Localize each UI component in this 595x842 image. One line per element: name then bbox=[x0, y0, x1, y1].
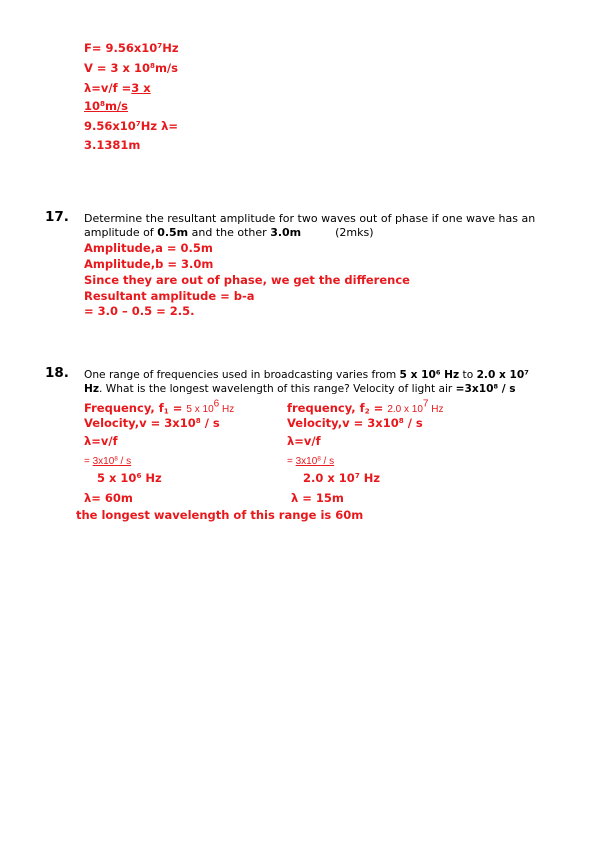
answer-denominator: $9.56x10^7Hz$ λ= bbox=[84, 119, 179, 133]
q18-right-frequency: frequency, $f_2 = 2.0$ x $10^7$ Hz bbox=[287, 398, 444, 416]
q17-answer-line: = 3.0 – 0.5 = 2.5. bbox=[84, 304, 195, 318]
q18-conclusion: the longest wavelength of this range is 60m bbox=[76, 508, 364, 522]
q18-left-velocity: Velocity,v = $3x10^8$ / s bbox=[84, 416, 220, 430]
q18-left-result: λ= 60m bbox=[84, 491, 133, 505]
question-17-number: 17. bbox=[45, 209, 69, 225]
q18-right-numerator: = $3x10^8$ / s bbox=[287, 455, 335, 467]
q18-left-numerator: = $3x10^8$ / s bbox=[84, 455, 132, 467]
q18-right-numerator-value: $3x10^8$ / s bbox=[295, 455, 335, 467]
q17-answer-line: Amplitude,b = 3.0m bbox=[84, 257, 214, 271]
q17-answer-line: Amplitude,a = 0.5m bbox=[84, 241, 213, 255]
q18-left-denominator: 5 x $10^6$ Hz bbox=[97, 471, 162, 485]
q17-answer-line: Since they are out of phase, we get the difference bbox=[84, 273, 410, 287]
question-18-text-line2: Hz. What is the longest wavelength of this range? Velocity of light air $=3x10^8 / s$ bbox=[84, 382, 516, 395]
q18-left-frequency: Frequency, $f_1 = 5$ x $10^6$ Hz bbox=[84, 398, 235, 416]
q17-answer-line: Resultant amplitude = b-a bbox=[84, 289, 255, 303]
q18-left-formula: λ=v/f bbox=[84, 434, 118, 448]
q18-right-formula: λ=v/f bbox=[287, 434, 321, 448]
answer-numerator: $10^8m/s$ bbox=[84, 99, 129, 113]
question-17-text-line1: Determine the resultant amplitude for two waves out of phase if one wave has an bbox=[84, 212, 536, 225]
question-17-text-line2: amplitude of 0.5m and the other 3.0m (2mks) bbox=[84, 226, 374, 239]
answer-velocity: V = 3 x $10^8m/s$ bbox=[84, 61, 178, 75]
q18-right-result: λ = 15m bbox=[291, 491, 344, 505]
answer-frequency: $F= 9.56x10^7Hz$ bbox=[84, 41, 179, 55]
q18-right-velocity: Velocity,v = $3x10^8$ / s bbox=[287, 416, 423, 430]
answer-result: 3.1381m bbox=[84, 138, 141, 152]
answer-formula: λ=v/f =3 x bbox=[84, 81, 151, 95]
q18-left-numerator-value: $3x10^8$ / s bbox=[92, 455, 132, 467]
q18-right-denominator: 2.0 x $10^7$ Hz bbox=[303, 471, 381, 485]
question-18-text-line1: One range of frequencies used in broadcasting varies from 5 x $10^6$ Hz to 2.0 x $10^7$ bbox=[84, 368, 529, 381]
question-17-marks: (2mks) bbox=[335, 226, 374, 239]
question-18-number: 18. bbox=[45, 365, 69, 381]
